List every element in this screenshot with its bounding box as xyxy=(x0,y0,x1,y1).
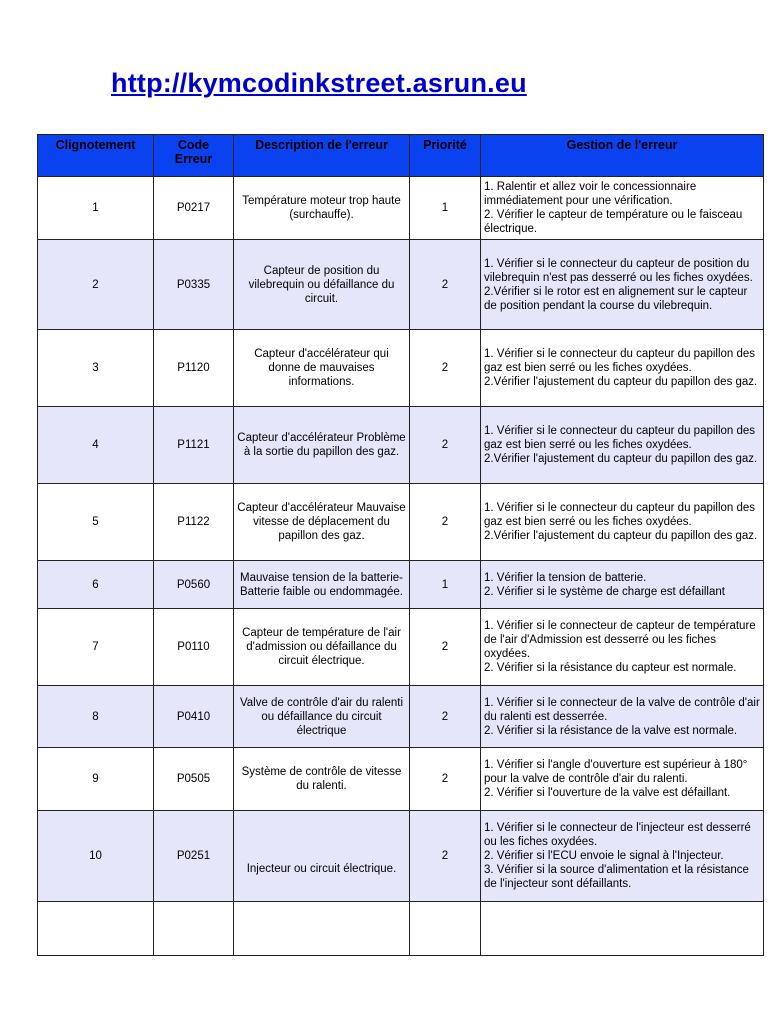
cell-gestion: 1. Vérifier si le connecteur du capteur du papillon des gaz est bien serré ou les fiches oxydées. 2.Vérifier l'ajustement du capteur du papillon des gaz. xyxy=(481,484,764,561)
table-row xyxy=(38,407,764,484)
cell-code: P1120 xyxy=(154,330,234,407)
cell-clignotement: 6 xyxy=(38,561,154,609)
cell-gestion: 1. Vérifier si le connecteur de l'injecteur est desserré ou les fiches oxydées. 2. Vérifier si l'ECU envoie le signal à l'Injecteur. 3. Vérifier si la source d'alimentation et la résistance de l'injecteur sont défaillants. xyxy=(481,811,764,902)
error-code-table xyxy=(37,134,764,956)
table-row xyxy=(38,177,764,240)
cell-description: Valve de contrôle d'air du ralenti ou défaillance du circuit électrique xyxy=(234,686,410,748)
cell-clignotement: 3 xyxy=(38,330,154,407)
table-header-row xyxy=(38,135,764,177)
cell-clignotement: 7 xyxy=(38,609,154,686)
cell-clignotement: 2 xyxy=(38,240,154,330)
cell-code: P0217 xyxy=(154,177,234,240)
cell-gestion: 1. Vérifier si l'angle d'ouverture est supérieur à 180° pour la valve de contrôle d'air du ralenti. 2. Vérifier si l'ouverture de la valve est défaillant. xyxy=(481,748,764,811)
cell-gestion: 1. Vérifier si le connecteur du capteur du papillon des gaz est bien serré ou les fiches oxydées. 2.Vérifier l'ajustement du capteur du papillon des gaz. xyxy=(481,330,764,407)
header-code-erreur: Code Erreur xyxy=(154,135,234,177)
cell-description: Système de contrôle de vitesse du ralenti. xyxy=(234,748,410,811)
header-priorite: Priorité xyxy=(410,135,481,177)
cell-clignotement: 5 xyxy=(38,484,154,561)
cell-empty xyxy=(234,902,410,956)
cell-empty xyxy=(154,902,234,956)
table-row xyxy=(38,748,764,811)
cell-gestion: 1. Vérifier si le connecteur de la valve de contrôle d'air du ralenti est desserrée. 2. Vérifier si la résistance de la valve est normale. xyxy=(481,686,764,748)
cell-priorite: 2 xyxy=(410,240,481,330)
table-row xyxy=(38,484,764,561)
table-row xyxy=(38,240,764,330)
cell-clignotement: 4 xyxy=(38,407,154,484)
cell-description: Température moteur trop haute (surchauffe). xyxy=(234,177,410,240)
cell-priorite: 2 xyxy=(410,686,481,748)
cell-code: P1121 xyxy=(154,407,234,484)
cell-gestion: 1. Vérifier si le connecteur du capteur de position du vilebrequin n'est pas desserré ou les fiches oxydées. 2.Vérifier si le rotor est en alignement sur le capteur de position pendant la course du vilebrequin. xyxy=(481,240,764,330)
cell-clignotement: 10 xyxy=(38,811,154,902)
cell-priorite: 2 xyxy=(410,407,481,484)
cell-description: Capteur d'accélérateur Problème à la sortie du papillon des gaz. xyxy=(234,407,410,484)
cell-gestion: 1. Ralentir et allez voir le concessionnaire immédiatement pour une vérification. 2. Vérifier le capteur de température ou le faisceau électrique. xyxy=(481,177,764,240)
cell-description: Capteur de position du vilebrequin ou défaillance du circuit. xyxy=(234,240,410,330)
cell-gestion: 1. Vérifier la tension de batterie. 2. Vérifier si le système de charge est défaillant xyxy=(481,561,764,609)
cell-priorite: 2 xyxy=(410,811,481,902)
cell-description: Injecteur ou circuit électrique. xyxy=(234,811,410,902)
cell-clignotement: 8 xyxy=(38,686,154,748)
cell-code: P0560 xyxy=(154,561,234,609)
cell-code: P0505 xyxy=(154,748,234,811)
table-row xyxy=(38,609,764,686)
table-row xyxy=(38,330,764,407)
cell-priorite: 2 xyxy=(410,748,481,811)
cell-code: P0251 xyxy=(154,811,234,902)
table-row xyxy=(38,561,764,609)
header-gestion: Gestion de l'erreur xyxy=(481,135,764,177)
cell-clignotement: 1 xyxy=(38,177,154,240)
cell-priorite: 2 xyxy=(410,609,481,686)
cell-empty xyxy=(38,902,154,956)
cell-description: Mauvaise tension de la batterie- Batterie faible ou endommagée. xyxy=(234,561,410,609)
cell-description: Capteur d'accélérateur qui donne de mauvaises informations. xyxy=(234,330,410,407)
table-row xyxy=(38,811,764,902)
cell-priorite: 1 xyxy=(410,177,481,240)
header-clignotement: Clignotement xyxy=(38,135,154,177)
cell-gestion: 1. Vérifier si le connecteur de capteur de température de l'air d'Admission est desserré ou les fiches oxydées. 2. Vérifier si la résistance du capteur est normale. xyxy=(481,609,764,686)
cell-code: P0410 xyxy=(154,686,234,748)
cell-clignotement: 9 xyxy=(38,748,154,811)
table-row-empty xyxy=(38,902,764,956)
header-description: Description de l'erreur xyxy=(234,135,410,177)
cell-priorite: 2 xyxy=(410,484,481,561)
cell-description: Capteur de température de l'air d'admission ou défaillance du circuit électrique. xyxy=(234,609,410,686)
cell-priorite: 2 xyxy=(410,330,481,407)
cell-priorite: 1 xyxy=(410,561,481,609)
cell-code: P0335 xyxy=(154,240,234,330)
cell-empty xyxy=(410,902,481,956)
table-row xyxy=(38,686,764,748)
cell-description: Capteur d'accélérateur Mauvaise vitesse de déplacement du papillon des gaz. xyxy=(234,484,410,561)
cell-empty xyxy=(481,902,764,956)
cell-code: P0110 xyxy=(154,609,234,686)
cell-gestion: 1. Vérifier si le connecteur du capteur du papillon des gaz est bien serré ou les fiches oxydées. 2.Vérifier l'ajustement du capteur du papillon des gaz. xyxy=(481,407,764,484)
site-url-link[interactable]: http://kymcodinkstreet.asrun.eu xyxy=(111,68,527,98)
cell-code: P1122 xyxy=(154,484,234,561)
